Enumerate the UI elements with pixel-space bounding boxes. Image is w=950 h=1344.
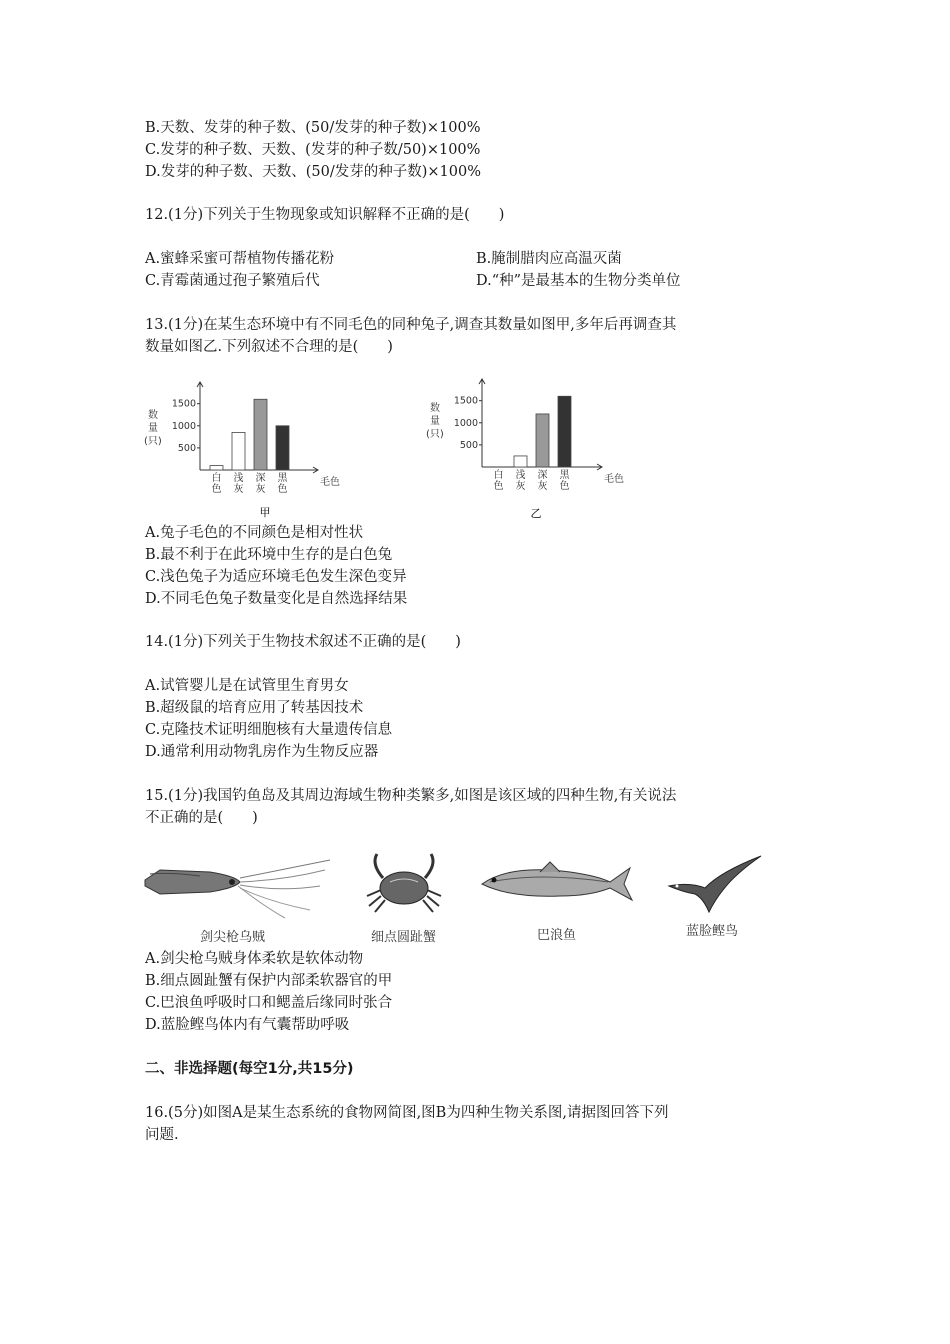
chart-yi-title: 乙 bbox=[530, 507, 542, 520]
chart-jia-ylabel-part: (只) bbox=[144, 436, 162, 447]
caption-bird: 蓝脸鲣鸟 bbox=[686, 924, 739, 939]
chart-jia-title: 甲 bbox=[259, 506, 271, 519]
chart-jia bbox=[140, 378, 350, 520]
chart-yi-category-label: 黑色 bbox=[559, 470, 570, 492]
q11-option-d: D.发芽的种子数、天数、(50/发芽的种子数)×100% bbox=[145, 164, 481, 180]
chart-jia-ytick-label: 1000 bbox=[171, 420, 196, 432]
chart-yi-bar-1 bbox=[514, 456, 527, 467]
q15-option-b: B.细点圆趾蟹有保护内部柔软器官的甲 bbox=[145, 973, 393, 989]
chart-yi-xlabel: 毛色 bbox=[604, 474, 624, 485]
chart-yi-bar-3 bbox=[558, 396, 571, 467]
q11-option-b: B.天数、发芽的种子数、(50/发芽的种子数)×100% bbox=[145, 120, 481, 136]
chart-jia-category-label: 黑色 bbox=[277, 473, 288, 495]
chart-jia-ytick-label: 1500 bbox=[171, 398, 196, 410]
q14-option-b: B.超级鼠的培育应用了转基因技术 bbox=[145, 700, 364, 716]
chart-yi-category-label: 白色 bbox=[493, 470, 504, 492]
chart-yi-ylabel-part: 数 bbox=[430, 403, 440, 414]
q14-option-d: D.通常利用动物乳房作为生物反应器 bbox=[145, 744, 379, 760]
q13-stem-line2: 数量如图乙.下列叙述不合理的是( ) bbox=[145, 339, 393, 355]
chart-yi-ytick-label: 500 bbox=[459, 439, 478, 451]
q13-option-a: A.兔子毛色的不同颜色是相对性状 bbox=[145, 525, 364, 541]
chart-yi-category-label: 深灰 bbox=[537, 470, 548, 492]
chart-jia-xlabel: 毛色 bbox=[320, 477, 340, 488]
chart-jia-ylabel-part: 量 bbox=[148, 423, 158, 434]
section-2-title: 二、非选择题(每空1分,共15分) bbox=[145, 1061, 354, 1077]
chart-jia-ytick-label: 500 bbox=[177, 442, 196, 454]
chart-jia-bar-0 bbox=[210, 466, 223, 470]
chart-yi bbox=[420, 375, 630, 520]
q12-option-d: D.“种”是最基本的生物分类单位 bbox=[476, 273, 681, 289]
q14-option-c: C.克隆技术证明细胞核有大量遗传信息 bbox=[145, 722, 393, 738]
caption-squid: 剑尖枪乌贼 bbox=[200, 930, 266, 945]
caption-fish: 巴浪鱼 bbox=[537, 928, 577, 943]
chart-jia-ylabel bbox=[144, 408, 162, 447]
q14-option-a: A.试管婴儿是在试管里生育男女 bbox=[145, 678, 349, 694]
q16-stem-line2: 问题. bbox=[145, 1127, 179, 1143]
chart-jia-category-label: 深灰 bbox=[255, 473, 266, 495]
chart-yi-bar-2 bbox=[536, 414, 549, 467]
chart-yi-ylabel-part: (只) bbox=[426, 429, 444, 440]
q11-option-c: C.发芽的种子数、天数、(发芽的种子数/50)×100% bbox=[145, 142, 481, 158]
q12-option-a: A.蜜蜂采蜜可帮植物传播花粉 bbox=[145, 251, 335, 267]
q13-stem-line1: 13.(1分)在某生态环境中有不同毛色的同种兔子,调查其数量如图甲,多年后再调查其 bbox=[145, 317, 677, 333]
chart-jia-ylabel-part: 数 bbox=[148, 410, 158, 421]
chart-yi-ytick-label: 1000 bbox=[453, 417, 478, 429]
chart-jia-bar-3 bbox=[276, 426, 289, 470]
q12-option-c: C.青霉菌通过孢子繁殖后代 bbox=[145, 273, 320, 289]
q12-stem: 12.(1分)下列关于生物现象或知识解释不正确的是( ) bbox=[145, 207, 505, 223]
chart-yi-ytick-label: 1500 bbox=[453, 395, 478, 407]
q13-option-b: B.最不利于在此环境中生存的是白色兔 bbox=[145, 547, 393, 563]
q13-option-d: D.不同毛色兔子数量变化是自然选择结果 bbox=[145, 591, 408, 607]
chart-jia-bar-1 bbox=[232, 432, 245, 470]
fish-illustration bbox=[480, 858, 635, 908]
chart-jia-category-label: 浅灰 bbox=[233, 473, 244, 495]
bird-illustration bbox=[665, 852, 765, 914]
q12-option-b: B.腌制腊肉应高温灭菌 bbox=[476, 251, 622, 267]
chart-yi-ylabel-part: 量 bbox=[430, 416, 440, 427]
q15-stem-line2: 不正确的是( ) bbox=[145, 810, 258, 826]
squid-illustration bbox=[140, 852, 340, 922]
caption-crab: 细点圆趾蟹 bbox=[371, 930, 437, 945]
chart-jia-bar-2 bbox=[254, 399, 267, 470]
q15-option-a: A.剑尖枪乌贼身体柔软是软体动物 bbox=[145, 951, 364, 967]
q15-stem-line1: 15.(1分)我国钓鱼岛及其周边海域生物种类繁多,如图是该区域的四种生物,有关说法 bbox=[145, 788, 677, 804]
q15-option-c: C.巴浪鱼呼吸时口和鳃盖后缘同时张合 bbox=[145, 995, 393, 1011]
chart-yi-category-label: 浅灰 bbox=[515, 470, 526, 492]
q13-option-c: C.浅色兔子为适应环境毛色发生深色变异 bbox=[145, 569, 407, 585]
q16-stem-line1: 16.(5分)如图A是某生态系统的食物网简图,图B为四种生物关系图,请据图回答下列 bbox=[145, 1105, 669, 1121]
crab-illustration bbox=[365, 850, 443, 918]
q15-option-d: D.蓝脸鲣鸟体内有气囊帮助呼吸 bbox=[145, 1017, 350, 1033]
chart-yi-ylabel bbox=[426, 401, 444, 440]
chart-jia-category-label: 白色 bbox=[211, 473, 222, 495]
q14-stem: 14.(1分)下列关于生物技术叙述不正确的是( ) bbox=[145, 634, 461, 650]
